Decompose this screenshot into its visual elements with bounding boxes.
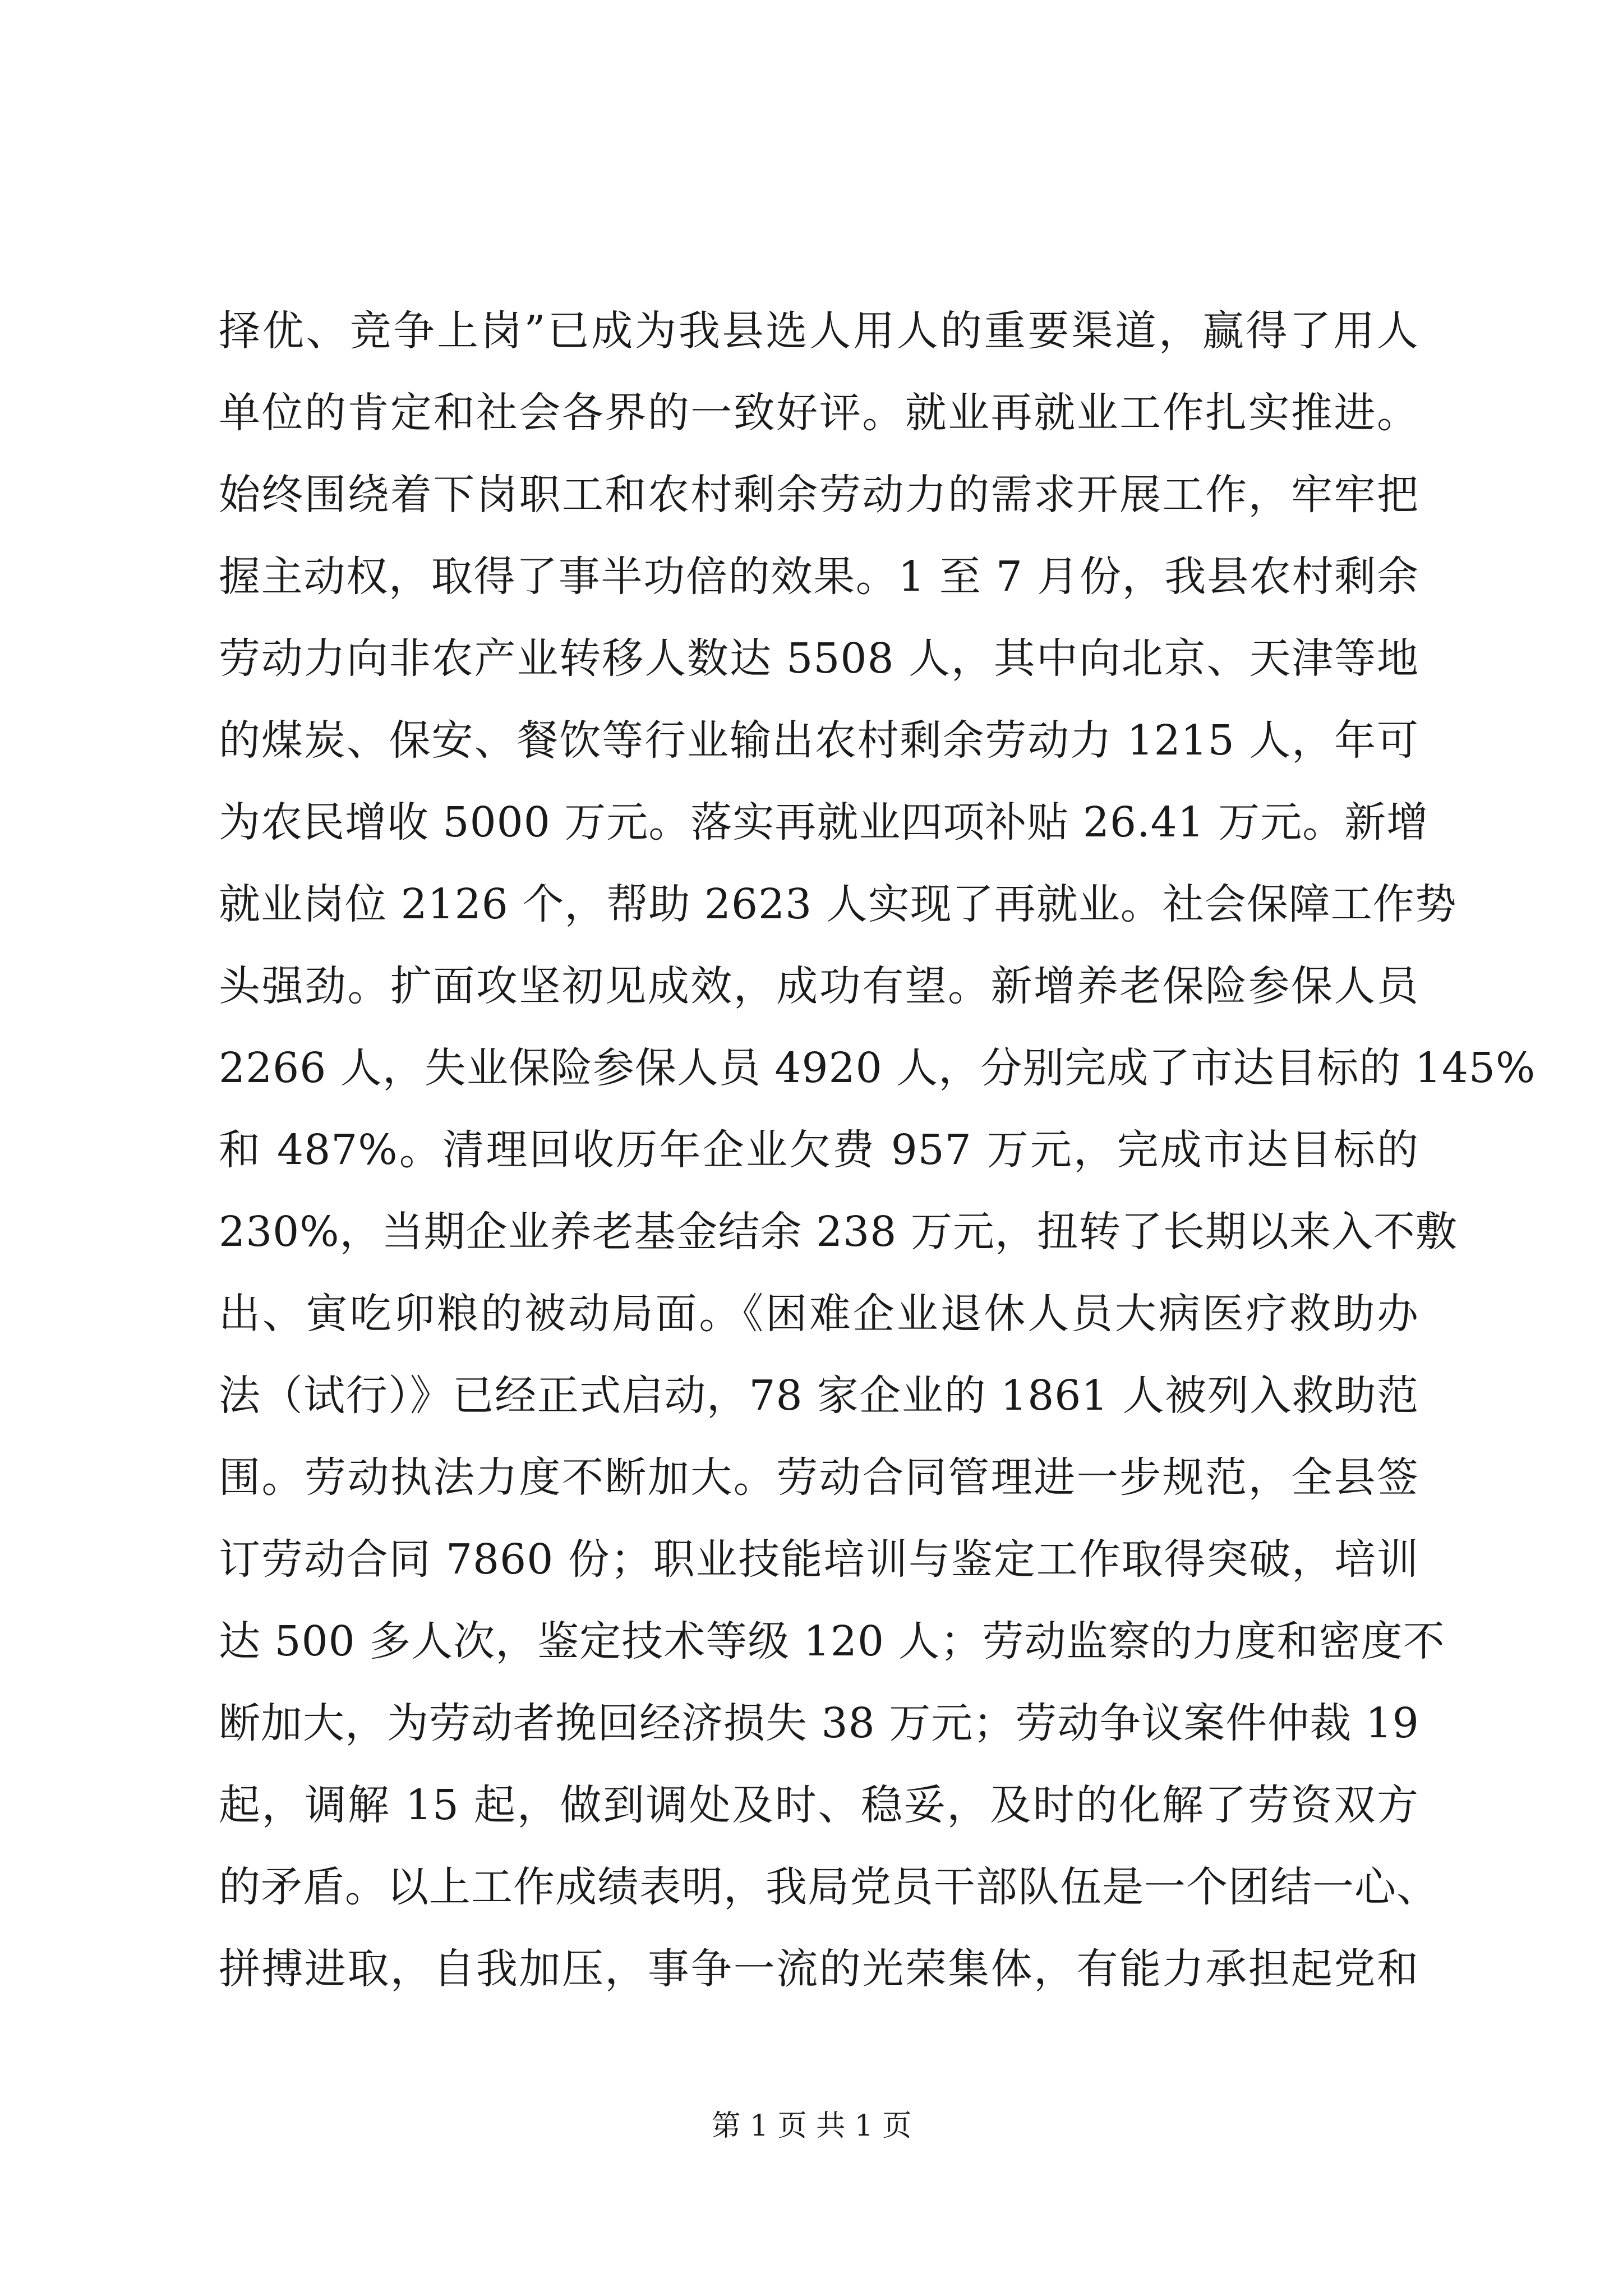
text-line: 单位的肯定和社会各界的一致好评。就业再就业工作扎实推进。 [219, 389, 1419, 437]
text-line: 起，调解 15 起，做到调处及时、稳妥，及时的化解了劳资双方 [219, 1781, 1419, 1829]
text-line: 达 500 多人次，鉴定技术等级 120 人；劳动监察的力度和密度不 [219, 1617, 1445, 1665]
text-line: 法（试行）》已经正式启动，78 家企业的 1861 人被列入救助范 [219, 1372, 1419, 1420]
text-line: 的矛盾。以上工作成绩表明，我局党员干部队伍是一个团结一心、 [219, 1863, 1438, 1911]
text-line: 围。劳动执法力度不断加大。劳动合同管理进一步规范，全县签 [219, 1453, 1419, 1502]
text-line: 为农民增收 5000 万元。落实再就业四项补贴 26.41 万元。新增 [219, 798, 1429, 846]
text-line: 就业岗位 2126 个，帮助 2623 人实现了再就业。社会保障工作势 [219, 880, 1457, 928]
page-number-label: 第 1 页 共 1 页 [711, 2109, 912, 2143]
text-line: 230%，当期企业养老基金结余 238 万元，扭转了长期以来入不敷 [219, 1208, 1458, 1256]
text-line: 握主动权，取得了事半功倍的效果。1 至 7 月份，我县农村剩余 [219, 553, 1419, 601]
text-line: 订劳动合同 7860 份；职业技能培训与鉴定工作取得突破，培训 [219, 1535, 1419, 1584]
text-line: 头强劲。扩面攻坚初见成效，成功有望。新增养老保险参保人员 [219, 962, 1419, 1010]
text-line: 2266 人，失业保险参保人员 4920 人，分别完成了市达目标的 145% [219, 1044, 1536, 1092]
text-line: 和 487%。清理回收历年企业欠费 957 万元，完成市达目标的 [219, 1126, 1419, 1174]
text-line: 的煤炭、保安、餐饮等行业输出农村剩余劳动力 1215 人，年可 [219, 716, 1419, 765]
text-line: 劳动力向非农产业转移人数达 5508 人，其中向北京、天津等地 [219, 634, 1419, 683]
text-line: 断加大，为劳动者挽回经济损失 38 万元；劳动争议案件仲裁 19 [219, 1699, 1419, 1747]
page-footer [0, 2106, 1623, 2146]
text-line: 始终围绕着下岗职工和农村剩余劳动力的需求开展工作，牢牢把 [219, 471, 1419, 519]
text-line: 择优、竞争上岗”已成为我县选人用人的重要渠道，赢得了用人 [219, 307, 1419, 355]
text-line: 出、寅吃卯粮的被动局面。《困难企业退休人员大病医疗救助办 [219, 1290, 1419, 1338]
text-line: 拼搏进取，自我加压，事争一流的光荣集体，有能力承担起党和 [219, 1945, 1419, 1993]
